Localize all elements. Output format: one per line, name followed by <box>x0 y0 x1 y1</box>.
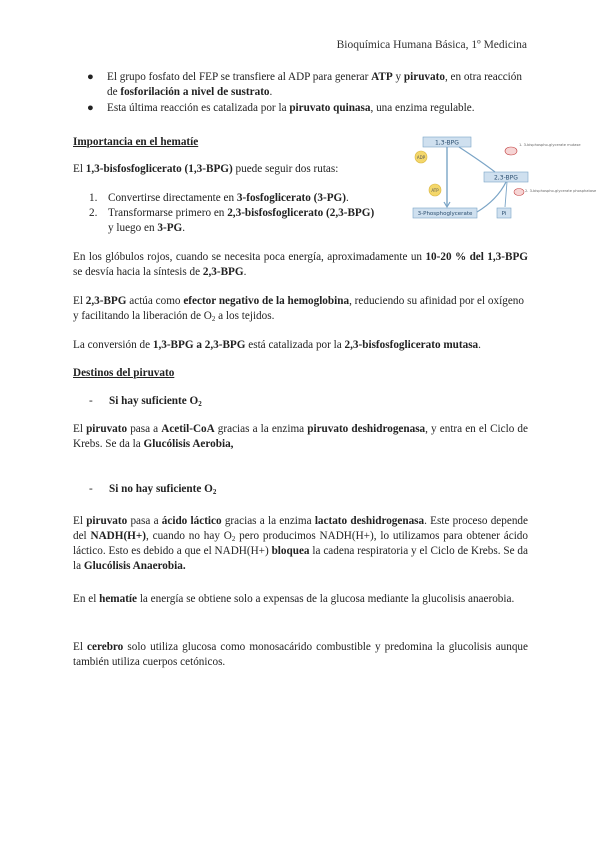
bold-term: piruvato <box>86 423 128 435</box>
bold-term: lactato deshidrogenasa <box>314 515 425 527</box>
bold-term: bloquea <box>271 545 310 557</box>
bold-term: 3-PG <box>157 222 183 234</box>
arrow-13bpg-to-23bpg <box>459 147 495 172</box>
text: Si no hay suficiente O <box>109 483 213 495</box>
bold-term: piruvato <box>403 71 445 83</box>
text: pero producimos NADH(H+), lo utilizamos para obtener ácido láctico. Esto es debido a que el NADH(H+) <box>73 530 528 557</box>
subscript: 2 <box>231 535 236 543</box>
list-item <box>73 206 403 236</box>
paragraph-bpg <box>73 162 403 177</box>
text: gracias a la enzima <box>214 423 308 435</box>
bold-term: hematíe <box>99 593 138 605</box>
enzyme-phosphatase-icon <box>514 189 524 196</box>
diagram-label: 2. 3-bisphospho-glycerate phosphatase <box>525 189 597 193</box>
text: y <box>392 71 404 83</box>
text: la cadena respiratoria y el Ciclo de Krebs. Se da la <box>73 545 528 572</box>
diagram-label: Pi <box>501 211 507 217</box>
text: En el <box>73 593 100 605</box>
text: El <box>73 423 87 435</box>
text: Transformarse primero en <box>108 207 228 219</box>
text: se desvía hacia la síntesis de <box>73 266 203 278</box>
bold-term: cerebro <box>87 641 124 653</box>
text: actúa como <box>126 295 184 307</box>
text: En los glóbulos rojos, cuando se necesita poca energía, aproximadamente un <box>73 251 426 263</box>
text: . <box>243 266 247 278</box>
subheading-anaerobic <box>109 482 216 497</box>
dash-marker: - <box>89 395 93 407</box>
section-title-piruvato: Destinos del piruvato <box>73 367 175 379</box>
diagram-label: ADP <box>416 155 426 160</box>
bold-term: Glucólisis Anaerobia. <box>83 560 186 572</box>
text: La conversión de <box>73 339 153 351</box>
text: solo utiliza glucosa como monosacárido combustible y predomina la glucolisis aunque también utiliza cuerpos cetónicos. <box>73 641 528 668</box>
list-number: 2. <box>89 207 98 219</box>
bold-term: 2,3-BPG <box>85 295 127 307</box>
text: , en otra reacción de <box>107 71 522 98</box>
bold-term: 3-fosfoglicerato (3-PG) <box>236 192 346 204</box>
text: puede seguir dos rutas: <box>232 163 339 175</box>
text: Convertirse directamente en <box>108 192 237 204</box>
list-number: 1. <box>89 192 98 204</box>
text: , cuando no hay O <box>145 530 232 542</box>
bold-term: 1,3-BPG a 2,3-BPG <box>152 339 246 351</box>
text: El <box>73 641 88 653</box>
text: . <box>345 192 349 204</box>
diagram-label: 1. 3-bisphospho-glycerate mutase <box>519 143 581 147</box>
bold-term: piruvato quinasa <box>289 102 371 114</box>
text: pasa a <box>127 423 162 435</box>
bold-term: piruvato <box>86 515 128 527</box>
paragraph-hematie <box>73 592 528 607</box>
diagram-label: 2,3-BPG <box>494 174 518 182</box>
paragraph-effector <box>73 294 528 324</box>
bold-term: 2,3-BPG <box>202 266 244 278</box>
text: El grupo fosfato del FEP se transfiere al ADP para generar <box>107 71 372 83</box>
bold-term: efector negativo de la hemoglobina <box>183 295 350 307</box>
intro-bullet-list <box>73 70 533 117</box>
enzyme-mutase-icon <box>505 147 517 155</box>
text: El <box>73 515 87 527</box>
diagram-label: 1,3-BPG <box>435 139 459 147</box>
bpg-shunt-diagram <box>407 134 597 222</box>
bold-term: Acetil-CoA <box>161 423 215 435</box>
list-item <box>73 101 533 116</box>
bullet-icon: ● <box>87 102 94 114</box>
page-header: Bioquímica Humana Básica, 1º Medicina <box>336 39 527 51</box>
text: El <box>73 295 86 307</box>
bullet-icon: ● <box>87 71 94 83</box>
subscript: 2 <box>211 315 216 323</box>
paragraph-erythrocyte <box>73 250 528 280</box>
diagram-label: 3-Phosphoglycerate <box>417 211 473 217</box>
bold-term: 2,3-bisfosfoglicerato mutasa <box>344 339 479 351</box>
list-item <box>73 70 533 100</box>
paragraph-mutase <box>73 338 528 353</box>
text: , y entra en el Ciclo de Krebs. Se da la <box>73 423 528 450</box>
text: gracias a la enzima <box>221 515 315 527</box>
text: la energía se obtiene solo a expensas de la glucosa mediante la glucolisis anaerobia. <box>137 593 515 605</box>
text: . <box>269 86 273 98</box>
paragraph-aerobic <box>73 422 528 452</box>
paragraph-anaerobic <box>73 514 528 574</box>
subheading-aerobic <box>109 394 202 409</box>
subscript: 2 <box>212 488 217 496</box>
arrow-23bpg-to-3pg <box>477 182 506 212</box>
section-title-hematie: Importancia en el hematíe <box>73 136 199 148</box>
bold-term: 2,3-bisfosfoglicerato (2,3-BPG) <box>227 207 375 219</box>
bold-term: piruvato deshidrogenasa <box>307 423 426 435</box>
paragraph-cerebro <box>73 640 528 670</box>
text: . <box>478 339 481 351</box>
bold-term: 1,3-bisfosfoglicerato (1,3-BPG) <box>85 163 233 175</box>
diagram-label: ATP <box>431 188 439 193</box>
text: pasa a <box>127 515 162 527</box>
text: . Este proceso depende del <box>73 515 528 542</box>
text: . <box>182 222 186 234</box>
bold-term: fosforilación a nivel de sustrato <box>120 86 270 98</box>
text: y luego en <box>108 222 158 234</box>
text: , reduciendo su afinidad por el oxígeno y facilitando la liberación de O <box>73 295 524 322</box>
bold-term: ATP <box>371 71 393 83</box>
bold-term: ácido láctico <box>161 515 222 527</box>
routes-list <box>73 191 403 236</box>
text: , una enzima regulable. <box>370 102 475 114</box>
text: está catalizada por la <box>245 339 345 351</box>
dash-marker: - <box>89 483 93 495</box>
text: a los tejidos. <box>215 310 275 322</box>
bold-term: Glucólisis Aerobia, <box>143 438 234 450</box>
text: El <box>73 163 86 175</box>
bold-term: 10-20 % del 1,3-BPG <box>425 251 528 263</box>
text: Esta última reacción es catalizada por la <box>107 102 290 114</box>
text: Si hay suficiente O <box>109 395 199 407</box>
bold-term: NADH(H+) <box>90 530 146 542</box>
subscript: 2 <box>198 400 202 408</box>
list-item <box>73 191 403 206</box>
